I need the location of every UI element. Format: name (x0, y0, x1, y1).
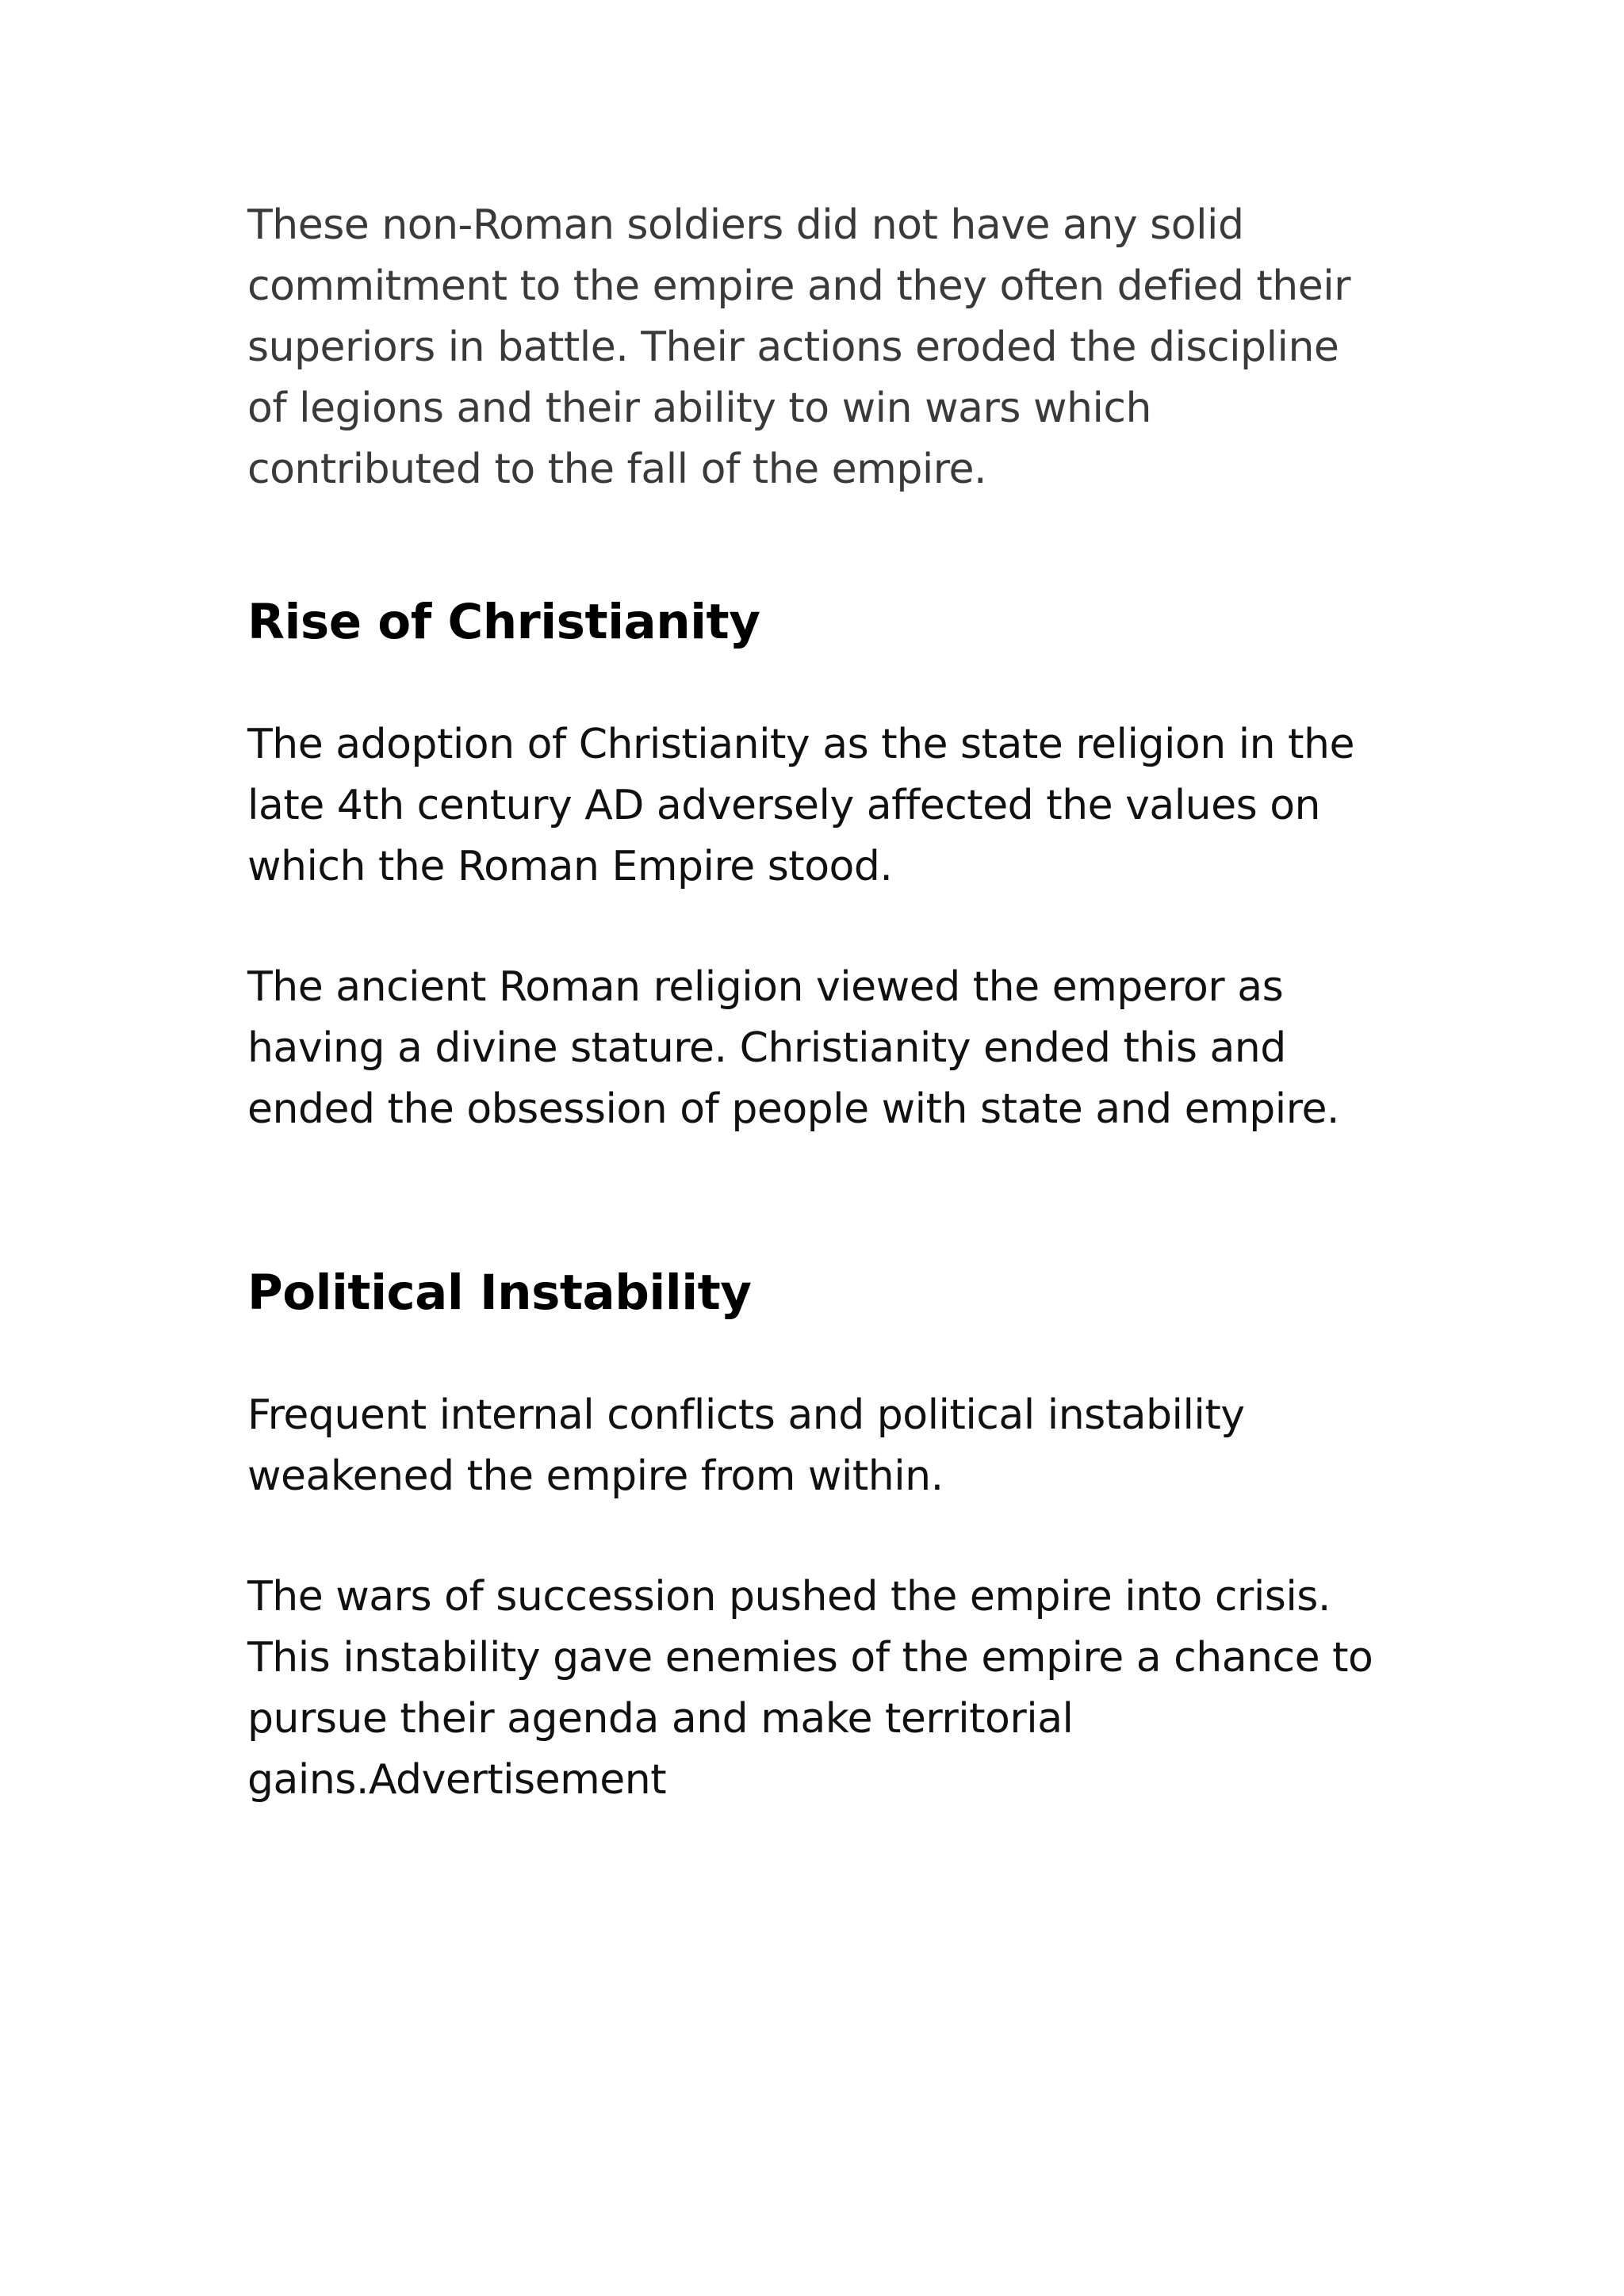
section-heading-political-instability: Political Instability (247, 1265, 752, 1321)
section-heading-rise-of-christianity: Rise of Christianity (247, 594, 760, 650)
christianity-paragraph-1: The adoption of Christianity as the state religion in the late 4th century AD adversely affected the values on which the Roman Empire stood. (247, 721, 1354, 890)
instability-paragraph-1: Frequent internal conflicts and political instability weakened the empire from within. (247, 1391, 1245, 1500)
intro-paragraph: These non-Roman soldiers did not have any solid commitment to the empire and they often defied their superiors in battle. Their actions eroded the discipline of legions and their ability to win wars which contributed to the fall of the empire. (247, 201, 1351, 493)
document-body (247, 195, 1397, 1811)
christianity-paragraph-2: The ancient Roman religion viewed the emperor as having a divine stature. Christianity ended this and ended the obsession of people with state and empire. (247, 963, 1339, 1133)
instability-paragraph-2: The wars of succession pushed the empire into crisis. This instability gave enemies of the empire a chance to pursue their agenda and make territorial gains.Advertisement (247, 1573, 1373, 1804)
